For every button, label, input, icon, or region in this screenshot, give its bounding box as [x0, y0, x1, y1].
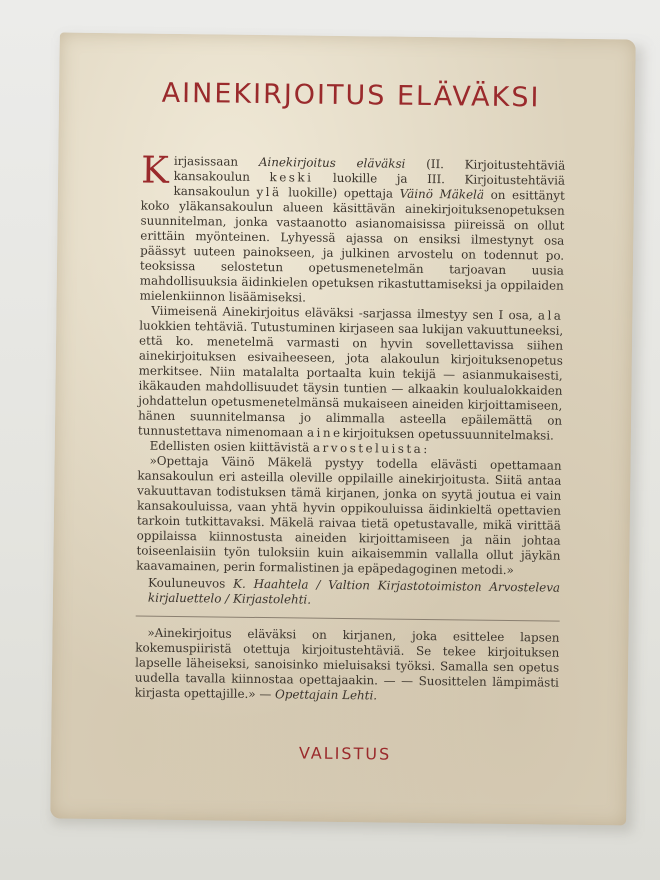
text-run: luokille) opettaja	[281, 185, 400, 201]
text-run: Edellisten osien kiittävistä	[149, 438, 314, 455]
second-review-text: »Ainekirjoitus eläväksi on kirjanen, joka esittelee lapsen kokemuspiiristä otettuja kirjoitustehtäviä. Se tekee kirjoituksen lapselle läheiseksi, sanoisinko mieluisaksi työksi. Samalla sen opetus uudella tavalla kiinnostaa opettajaakin. — — Suosittelen lämpimästi kirjasta opettajille.» —	[134, 625, 560, 702]
second-review-source: Opettajain Lehti.	[274, 687, 378, 703]
text-run: ylä	[256, 184, 282, 200]
text-run: luokkien tehtäviä. Tutustuminen kirjaseen saa lukijan vakuuttuneeksi, että ko. menetelmä varmasti on hyvin sovellettavissa siihen ainekirjoituksen esivaiheeseen, jota alakoulun kirjoituksenopetus merkitsee. Niin matalalta portaalta kuin tekijä — asianmukaisesti, ikäkauden mahdollisuudet täysin tuntien — alkaakin koulualokkaiden johdattelun opetusmenetelmänsä mukaiseen aineiden kirjoittamiseen, hänen suunnitelmansa jo alimmalla asteella epäilemättä on tunnustettava nimenomaan	[137, 318, 564, 440]
publisher-name: VALISTUS	[298, 743, 392, 764]
book-back-cover	[50, 33, 636, 826]
cover-text	[134, 148, 566, 706]
review-quote: »Opettaja Väinö Mäkelä pystyy todella elävästi opettamaan kansakoulun eri asteilla oleville oppilaille ainekirjoitusta. Siitä antaa vakuuttavan todistuksen tämä kirjanen, jonka on syytä joutua ei vain kansakouluissa, vaan yhtä hyvin oppikouluissa äidinkieltä opettavien tarkoin tutkittavaksi. Mäkelä raivaa tietä opetustavalle, mikä virittää oppilaissa kiinnostusta aineiden kirjoittamiseen ja näin johtaa toiseenlaisiin työn tuloksiin kuin aikaisemmin vallalla ollut jäykän kaavamainen, perin formalistinen ja epäpedagoginen metodi.»	[136, 453, 562, 578]
text-run: on esittänyt koko yläkansakoulun alueen käsittävän ainekirjoituksenopetuksen suunnitelman, jonka vastaanotto asianomaisissa piireissä on ollut erittäin myönteinen. Lyhyessä ajassa on ensiksi ilmestynyt osa päässyt uuteen painokseen, ja julkinen arvostelu on todennut po. teoksissa selostetun opetusmenetelmän tarjoavan uusia mahdollisuuksia äidinkielen opetuksen rikastuttamiseksi ja oppilaiden mielenkiinnon lisäämiseksi.	[139, 187, 565, 305]
quote-source-citation: K. Haahtela / Valtion Kirjastotoimiston Arvosteleva kirjaluettelo / Kirjastolehti.	[147, 576, 561, 607]
second-review	[135, 625, 560, 705]
paragraph-intro-text	[139, 148, 566, 305]
text-run: ala	[537, 308, 564, 323]
text-run: keski	[269, 170, 314, 185]
quote-source-prefix: Kouluneuvos	[148, 575, 234, 591]
paragraph-intro	[139, 148, 566, 309]
text-run: (II. Kirjoitustehtäviä kansakoulun	[173, 156, 566, 185]
text-run: Viimeisenä Ainekirjoitus eläväksi -sarjassa ilmestyy sen I osa,	[151, 303, 539, 323]
text-run: irjasissaan	[173, 153, 259, 169]
text-run: aine	[306, 425, 343, 440]
review-quote-source	[136, 575, 560, 610]
text-run: luokille ja III. Kirjoitustehtäviä kansakoulun	[173, 170, 566, 199]
text-run: Ainekirjoitus eläväksi	[258, 154, 406, 171]
book-title: AINEKIRJOITUS ELÄVÄKSI	[161, 77, 541, 114]
text-run: kirjoituksen opetussuunnitelmaksi.	[342, 425, 554, 443]
paragraph-series	[138, 304, 564, 444]
paragraph-series-text	[138, 304, 564, 443]
drop-cap: K	[140, 148, 170, 192]
divider	[136, 615, 560, 621]
text-run: :	[423, 441, 428, 457]
text-run: arvosteluista	[312, 440, 424, 456]
text-run: Väinö Mäkelä	[399, 186, 485, 202]
